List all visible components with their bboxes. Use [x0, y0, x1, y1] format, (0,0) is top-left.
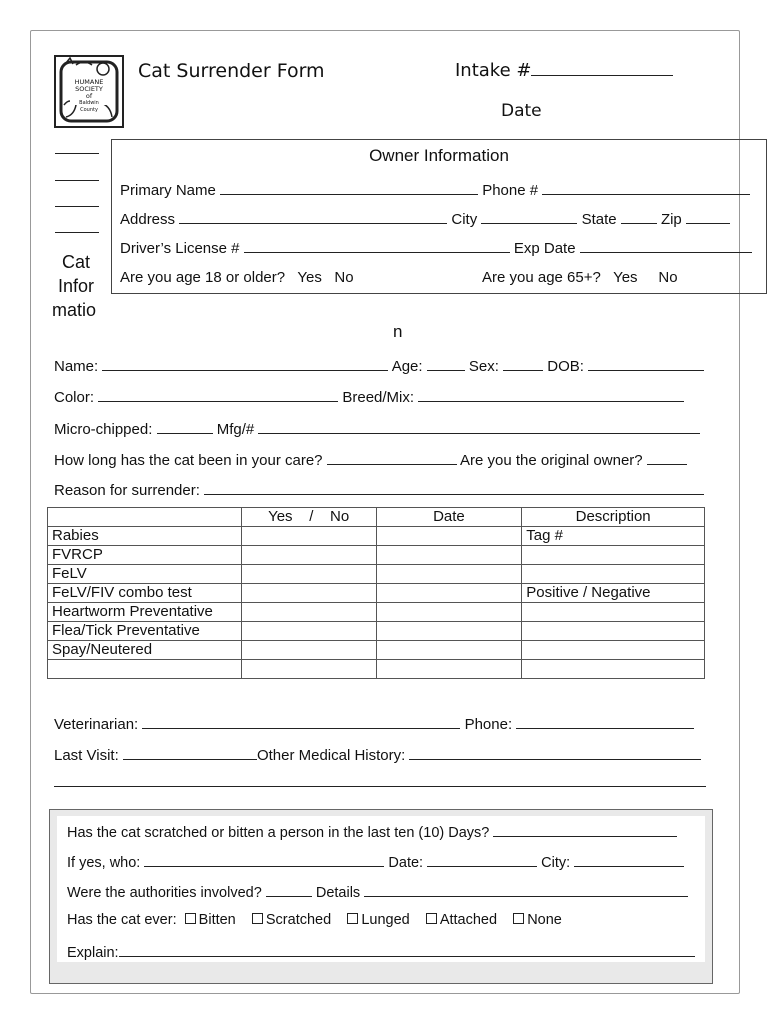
last-visit-row — [54, 745, 701, 764]
age-18-row — [120, 269, 354, 286]
owner-information-section — [111, 139, 767, 294]
table-cell[interactable] — [376, 565, 522, 584]
logo-text-line: of — [85, 92, 93, 100]
bite-answer-field[interactable] — [493, 822, 677, 837]
table-cell[interactable] — [376, 527, 522, 546]
other-history-continuation-line[interactable] — [54, 786, 706, 787]
mfg-field[interactable] — [258, 419, 700, 434]
mfg-label: Mfg/# — [216, 421, 255, 438]
reason-row — [54, 480, 704, 499]
margin-line — [55, 232, 99, 233]
table-cell[interactable] — [522, 565, 705, 584]
cat-name-field[interactable] — [102, 356, 388, 371]
logo-text-line: Baldwin County — [79, 100, 99, 113]
microchipped-label: Micro-chipped: — [54, 421, 153, 438]
intake-line[interactable] — [531, 61, 673, 76]
option-attached[interactable] — [426, 912, 497, 928]
city-field[interactable] — [481, 209, 577, 224]
date-label: Date — [501, 101, 542, 121]
microchipped-field[interactable] — [157, 419, 213, 434]
authorities-field[interactable] — [266, 882, 312, 897]
cat-ever-row — [67, 912, 562, 928]
heading-fragment-tail: n — [393, 322, 403, 341]
table-cell: Heartworm Preventative — [48, 603, 242, 622]
table-cell[interactable] — [376, 622, 522, 641]
sex-field[interactable] — [503, 356, 543, 371]
table-cell[interactable] — [376, 546, 522, 565]
table-row — [48, 565, 705, 584]
bite-city-field[interactable] — [574, 852, 684, 867]
humane-society-logo — [54, 55, 124, 128]
explain-field[interactable] — [119, 942, 695, 957]
breed-label: Breed/Mix: — [342, 389, 415, 406]
sex-label: Sex: — [468, 358, 499, 375]
table-cell[interactable] — [241, 603, 376, 622]
primary-name-label: Primary Name — [120, 182, 216, 199]
reason-label: Reason for surrender: — [54, 482, 200, 499]
table-cell[interactable] — [241, 546, 376, 565]
table-cell: FVRCP — [48, 546, 242, 565]
option-label: Attached — [439, 912, 498, 928]
reason-field[interactable] — [204, 480, 704, 495]
checkbox-icon[interactable] — [185, 913, 196, 924]
form-title: Cat Surrender Form — [138, 60, 325, 82]
table-cell[interactable] — [241, 660, 376, 679]
bite-city-label: City: — [541, 855, 571, 871]
age-65-question: Are you age 65+? — [482, 269, 601, 286]
logo-text-line: SOCIETY — [75, 85, 103, 93]
option-label: Bitten — [198, 912, 236, 928]
age-field[interactable] — [427, 356, 465, 371]
table-header-row — [48, 508, 705, 527]
table-row — [48, 641, 705, 660]
phone-label: Phone # — [482, 182, 539, 199]
age-label: Age: — [391, 358, 423, 375]
vet-phone-field[interactable] — [516, 714, 694, 729]
heading-fragment: matio — [52, 300, 97, 320]
table-row — [48, 527, 705, 546]
table-cell[interactable] — [376, 660, 522, 679]
bite-history-section — [49, 809, 713, 984]
authorities-question: Were the authorities involved? — [67, 885, 262, 901]
age-18-question: Are you age 18 or older? — [120, 269, 286, 286]
age-18-yes[interactable]: Yes — [297, 269, 322, 286]
explain-label: Explain: — [67, 945, 119, 961]
exp-date-field[interactable] — [580, 238, 752, 253]
care-duration-row — [54, 450, 687, 469]
owner-information-title: Owner Information — [369, 146, 509, 165]
last-visit-field[interactable] — [123, 745, 257, 760]
heading-fragment: Infor — [57, 276, 95, 296]
original-owner-question: Are you the original owner? — [460, 452, 643, 469]
table-cell: Rabies — [48, 527, 242, 546]
drivers-license-label: Driver’s License # — [120, 240, 240, 257]
intake-label: Intake # — [455, 60, 532, 81]
other-history-label: Other Medical History: — [256, 747, 406, 764]
veterinarian-row — [54, 714, 694, 733]
table-cell[interactable]: Positive / Negative — [522, 584, 705, 603]
option-label: Lunged — [361, 912, 410, 928]
veterinarian-label: Veterinarian: — [54, 716, 139, 733]
margin-line — [55, 206, 99, 207]
how-long-question: How long has the cat been in your care? — [54, 452, 323, 469]
table-cell: Flea/Tick Preventative — [48, 622, 242, 641]
address-field[interactable] — [179, 209, 447, 224]
table-cell[interactable] — [241, 641, 376, 660]
margin-line — [55, 153, 99, 154]
table-header-cell: Yes / No — [241, 508, 376, 527]
age-65-row — [482, 269, 678, 286]
table-cell[interactable] — [376, 584, 522, 603]
how-long-field[interactable] — [327, 450, 457, 465]
bite-history-inner — [57, 816, 705, 962]
breed-field[interactable] — [418, 387, 684, 402]
bite-who-row — [67, 852, 684, 871]
table-cell: FeLV — [48, 565, 242, 584]
zip-label: Zip — [660, 211, 682, 228]
table-row — [48, 603, 705, 622]
option-none[interactable] — [513, 912, 562, 928]
original-owner-field[interactable] — [647, 450, 687, 465]
exp-date-label: Exp Date — [513, 240, 576, 257]
option-label: Scratched — [265, 912, 332, 928]
cat-information-heading — [52, 250, 100, 322]
table-row — [48, 660, 705, 679]
details-field[interactable] — [364, 882, 688, 897]
table-cell[interactable]: Tag # — [522, 527, 705, 546]
table-cell: FeLV/FIV combo test — [48, 584, 242, 603]
table-cell — [48, 660, 242, 679]
address-row — [120, 209, 730, 228]
bite-question: Has the cat scratched or bitten a person in the last ten (10) Days? — [67, 825, 490, 841]
drivers-license-field[interactable] — [244, 238, 510, 253]
cat-name-label: Name: — [54, 358, 99, 375]
option-bitten[interactable] — [185, 912, 236, 928]
color-label: Color: — [54, 389, 95, 406]
checkbox-icon[interactable] — [426, 913, 437, 924]
primary-name-field[interactable] — [220, 180, 478, 195]
table-row — [48, 584, 705, 603]
phone-field[interactable] — [542, 180, 750, 195]
table-cell[interactable] — [376, 641, 522, 660]
color-row — [54, 387, 684, 406]
option-label: None — [527, 912, 562, 928]
other-history-field[interactable] — [409, 745, 701, 760]
table-row — [48, 622, 705, 641]
age-65-yes[interactable]: Yes — [613, 269, 638, 286]
address-label: Address — [120, 211, 176, 228]
primary-name-row — [120, 180, 750, 199]
table-cell[interactable] — [241, 565, 376, 584]
table-cell[interactable] — [241, 527, 376, 546]
veterinarian-field[interactable] — [142, 714, 460, 729]
table-cell[interactable] — [241, 622, 376, 641]
vet-phone-label: Phone: — [464, 716, 513, 733]
microchip-row — [54, 419, 700, 438]
medical-history-table — [47, 507, 705, 679]
checkbox-icon[interactable] — [513, 913, 524, 924]
cat-ever-label: Has the cat ever: — [67, 912, 177, 928]
intake-number-field[interactable] — [455, 60, 673, 81]
dob-field[interactable] — [588, 356, 704, 371]
license-row — [120, 238, 752, 257]
authorities-row — [67, 882, 688, 901]
heading-fragment: Cat — [61, 252, 90, 272]
cat-name-row — [54, 356, 704, 375]
explain-row — [67, 942, 695, 961]
bite-question-row — [67, 822, 677, 841]
age-18-no[interactable]: No — [334, 269, 354, 286]
zip-field[interactable] — [686, 209, 730, 224]
table-cell[interactable] — [376, 603, 522, 622]
state-label: State — [581, 211, 617, 228]
table-cell[interactable] — [241, 584, 376, 603]
option-lunged[interactable] — [347, 912, 409, 928]
bite-date-field[interactable] — [427, 852, 537, 867]
details-label: Details — [315, 885, 361, 901]
option-scratched[interactable] — [252, 912, 331, 928]
checkbox-icon[interactable] — [252, 913, 263, 924]
table-cell[interactable] — [522, 641, 705, 660]
checkbox-icon[interactable] — [347, 913, 358, 924]
table-header-cell: Description — [522, 508, 705, 527]
table-cell[interactable] — [522, 546, 705, 565]
bite-who-field[interactable] — [144, 852, 384, 867]
city-label: City — [451, 211, 478, 228]
last-visit-label: Last Visit: — [54, 747, 119, 764]
margin-line — [55, 180, 99, 181]
table-cell[interactable] — [522, 603, 705, 622]
table-cell: Spay/Neutered — [48, 641, 242, 660]
logo-text-line: HUMANE — [74, 78, 104, 86]
dob-label: DOB: — [547, 358, 584, 375]
table-header-cell — [48, 508, 242, 527]
age-65-no[interactable]: No — [658, 269, 678, 286]
table-row — [48, 546, 705, 565]
table-cell[interactable] — [522, 660, 705, 679]
bite-date-label: Date: — [388, 855, 424, 871]
table-cell[interactable] — [522, 622, 705, 641]
state-field[interactable] — [621, 209, 657, 224]
table-header-cell: Date — [376, 508, 522, 527]
color-field[interactable] — [98, 387, 338, 402]
bite-who-label: If yes, who: — [67, 855, 141, 871]
